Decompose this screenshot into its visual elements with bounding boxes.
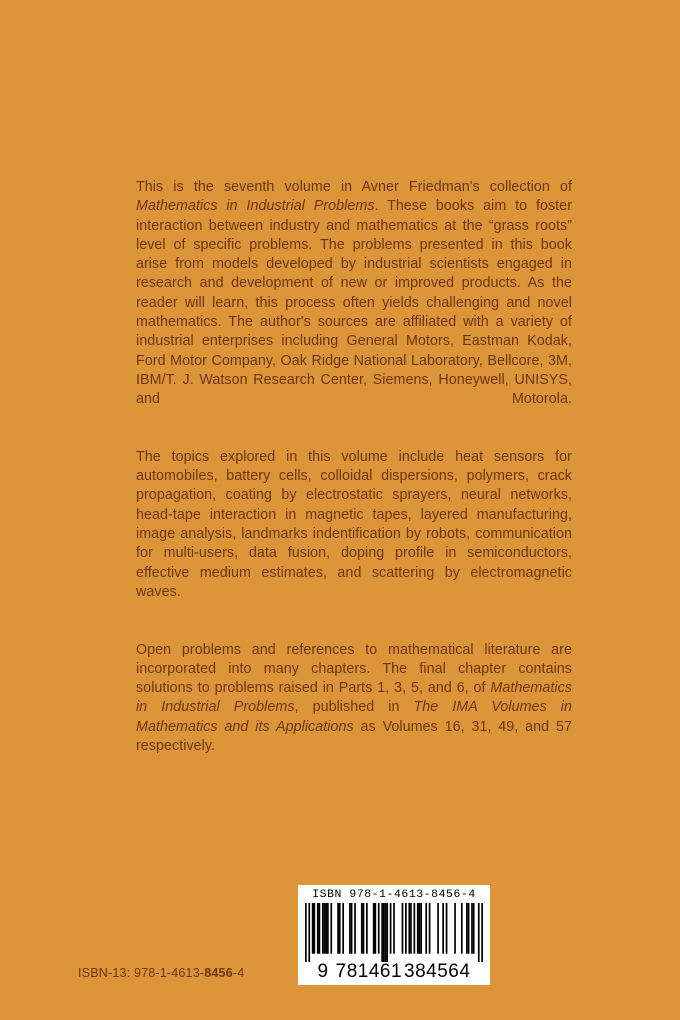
isbn-barcode [298, 885, 490, 985]
blurb-p1-part2: . These books aim to foster interaction between industry and mathematics at the “grass roots” level of specific problems. The problems presented in this book arise from models developed by industrial scientists engaged in research and development of new or improved products. As the reader will learn, this process often yields challenging and novel mathematics. The author's sources are affiliated with a variety of industrial enterprises including General Motors, Eastman Kodak, Ford Motor Company, Oak Ridge National Laboratory, Bellcore, 3M, IBM/T. J. Watson Research Center, Siemens, Honeywell, UNISYS, and Motorola. [136, 198, 572, 408]
blurb-text-block [136, 178, 572, 776]
barcode-digit-group-1: 781461 [335, 961, 403, 982]
isbn13-bold-segment: 8456 [204, 966, 233, 980]
barcode-digits [305, 961, 483, 982]
blurb-p1-italic-title: Mathematics in Industrial Problems [136, 198, 375, 215]
blurb-p3-italic-title-2: The IMA Volumes in Mathematics and its Applications [136, 699, 572, 735]
blurb-p3-italic-title-1: Mathematics in Industrial Problems [136, 680, 572, 716]
isbn13-prefix: ISBN-13: 978-1-4613- [78, 966, 205, 980]
barcode-isbn-label: ISBN 978-1-4613-8456-4 [312, 889, 476, 901]
blurb-paragraph-3 [136, 641, 572, 776]
blurb-p3-part1: Open problems and references to mathematical literature are incorporated into many chapters. The final chapter contains solutions to problems raised in Parts 1, 3, 5, and 6, of [136, 641, 572, 697]
blurb-p3-part2: , published in [294, 699, 414, 716]
blurb-p3-part3: as Volumes 16, 31, 49, and 57 respectively. [136, 718, 572, 755]
blurb-p2-text: The topics explored in this volume include heat sensors for automobiles, battery cells, colloidal dispersions, polymers, crack propagation, coating by electrostatic sprayers, neural networks, head-tape interaction in magnetic tapes, layered manufacturing, image analysis, landmarks indentification by robots, communication for multi-users, data fusion, doping profile in semiconductors, effective medium estimates, and scattering by electromagnetic waves. [136, 448, 572, 600]
blurb-paragraph-2 [136, 448, 572, 622]
barcode-digit-lead: 9 [317, 961, 329, 982]
barcode-digit-group-2: 384564 [404, 961, 471, 982]
isbn13-suffix: -4 [232, 966, 245, 980]
blurb-p1-part1: This is the seventh volume in Avner Friedman's collection of [136, 179, 572, 195]
blurb-paragraph-1 [136, 178, 572, 429]
barcode-bars-graphic [305, 903, 483, 962]
isbn13-line [78, 966, 244, 980]
